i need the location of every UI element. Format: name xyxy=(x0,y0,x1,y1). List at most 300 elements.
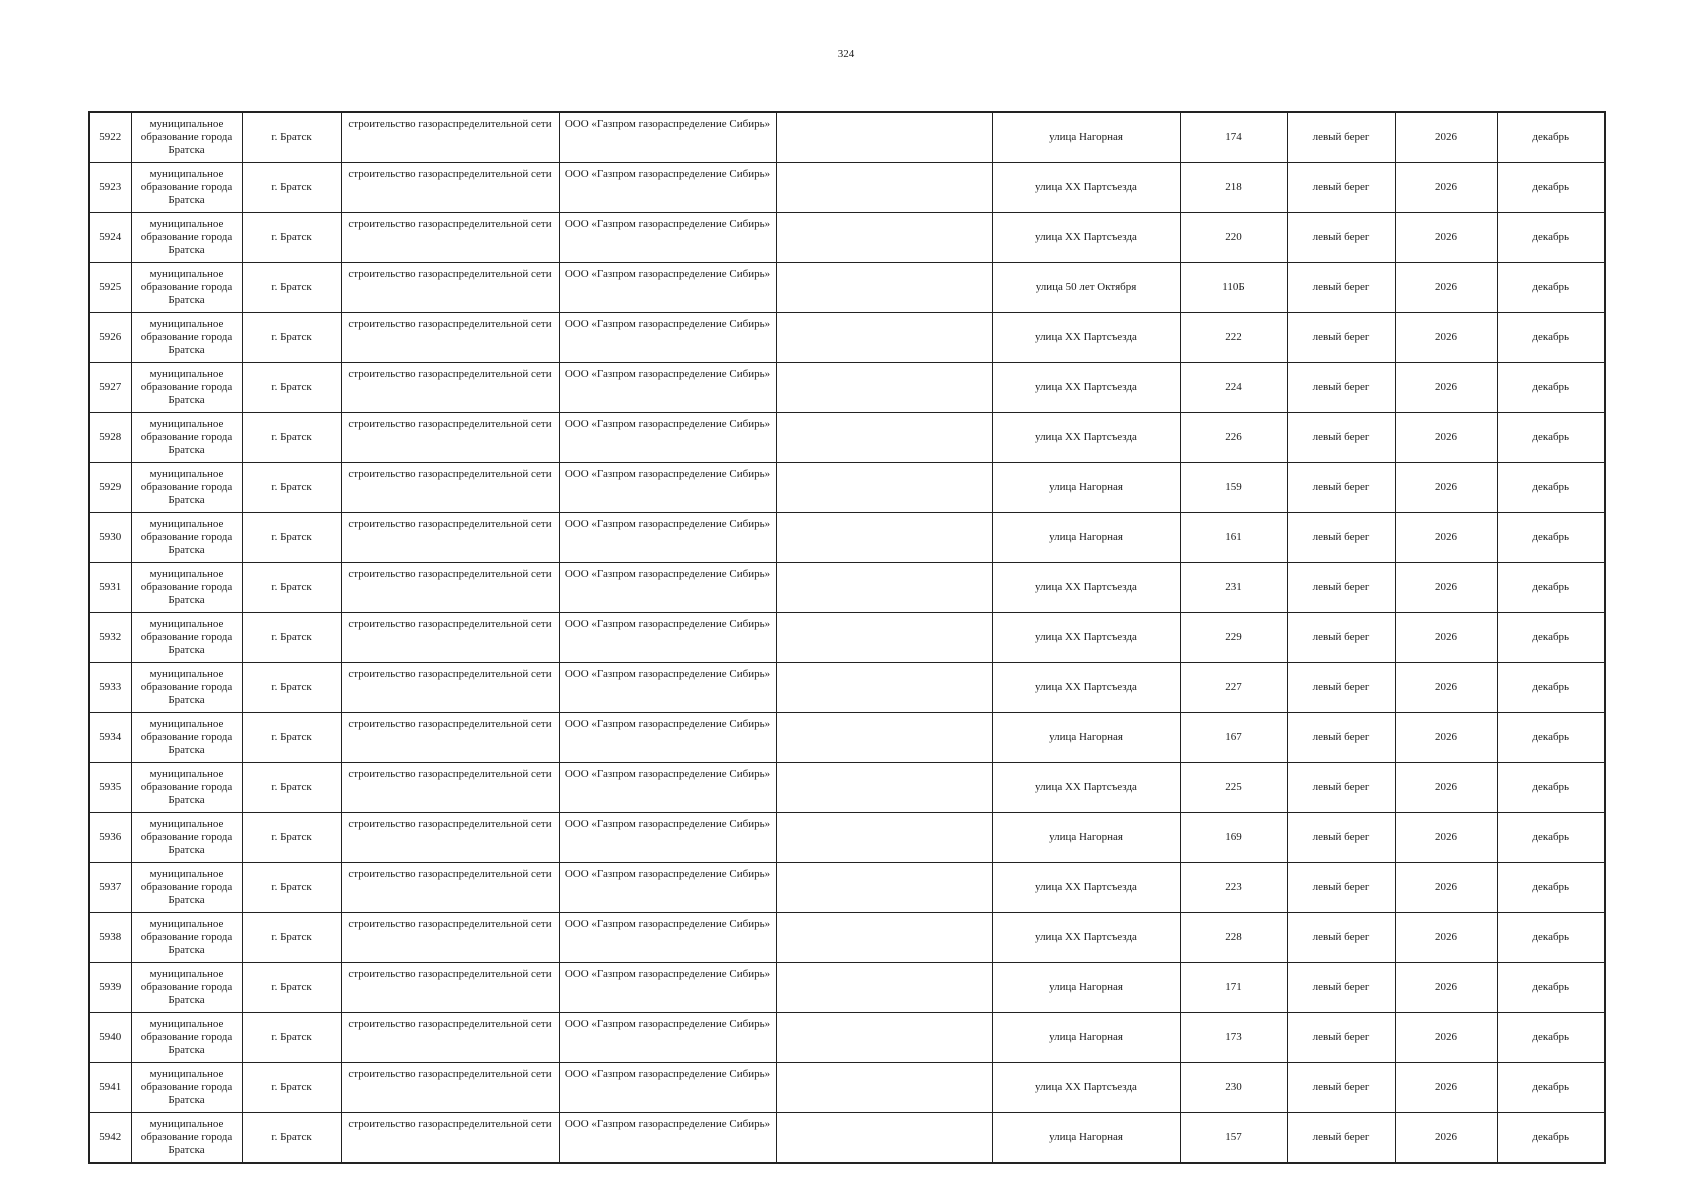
work-type-cell: строительство газораспределительной сети xyxy=(341,863,559,913)
street-cell: улица XX Партсъезда xyxy=(992,313,1180,363)
row-number-cell: 5925 xyxy=(89,263,131,313)
district-cell: левый берег xyxy=(1287,663,1395,713)
month-cell: декабрь xyxy=(1497,413,1605,463)
empty-cell xyxy=(776,313,992,363)
house-number-cell: 159 xyxy=(1180,463,1287,513)
municipality-line: Братска xyxy=(168,844,205,856)
municipality-line: образование города xyxy=(140,1131,233,1143)
settlement-cell: г. Братск xyxy=(242,213,341,263)
organization-cell: ООО «Газпром газораспределение Сибирь» xyxy=(559,363,776,413)
organization-cell: ООО «Газпром газораспределение Сибирь» xyxy=(559,413,776,463)
municipality-line: образование города xyxy=(140,131,233,143)
year-cell: 2026 xyxy=(1395,463,1497,513)
work-type-cell: строительство газораспределительной сети xyxy=(341,1113,559,1164)
municipality-line: образование города xyxy=(140,981,233,993)
organization-cell: ООО «Газпром газораспределение Сибирь» xyxy=(559,963,776,1013)
house-number-cell: 220 xyxy=(1180,213,1287,263)
municipality-line: Братска xyxy=(168,294,205,306)
municipality-cell xyxy=(131,513,242,563)
work-type-cell: строительство газораспределительной сети xyxy=(341,1013,559,1063)
work-type-cell: строительство газораспределительной сети xyxy=(341,463,559,513)
street-cell: улица Нагорная xyxy=(992,963,1180,1013)
municipality-line: образование города xyxy=(140,931,233,943)
settlement-cell: г. Братск xyxy=(242,563,341,613)
municipality-line: муниципальное xyxy=(149,268,224,280)
municipality-cell xyxy=(131,1013,242,1063)
street-cell: улица Нагорная xyxy=(992,1113,1180,1164)
empty-cell xyxy=(776,213,992,263)
month-cell: декабрь xyxy=(1497,663,1605,713)
work-type-cell: строительство газораспределительной сети xyxy=(341,513,559,563)
municipality-cell xyxy=(131,613,242,663)
street-cell: улица XX Партсъезда xyxy=(992,763,1180,813)
district-cell: левый берег xyxy=(1287,613,1395,663)
organization-cell: ООО «Газпром газораспределение Сибирь» xyxy=(559,1063,776,1113)
row-number-cell: 5929 xyxy=(89,463,131,513)
table-row xyxy=(89,613,1605,663)
year-cell: 2026 xyxy=(1395,563,1497,613)
month-cell: декабрь xyxy=(1497,363,1605,413)
house-number-cell: 169 xyxy=(1180,813,1287,863)
street-cell: улица Нагорная xyxy=(992,112,1180,163)
municipality-cell xyxy=(131,913,242,963)
district-cell: левый берег xyxy=(1287,1063,1395,1113)
organization-cell: ООО «Газпром газораспределение Сибирь» xyxy=(559,313,776,363)
street-cell: улица 50 лет Октября xyxy=(992,263,1180,313)
district-cell: левый берег xyxy=(1287,563,1395,613)
municipality-line: Братска xyxy=(168,794,205,806)
street-cell: улица Нагорная xyxy=(992,713,1180,763)
month-cell: декабрь xyxy=(1497,163,1605,213)
month-cell: декабрь xyxy=(1497,313,1605,363)
municipality-line: муниципальное xyxy=(149,168,224,180)
empty-cell xyxy=(776,463,992,513)
street-cell: улица XX Партсъезда xyxy=(992,563,1180,613)
municipality-line: образование города xyxy=(140,381,233,393)
municipality-line: муниципальное xyxy=(149,718,224,730)
table-row xyxy=(89,663,1605,713)
settlement-cell: г. Братск xyxy=(242,413,341,463)
work-type-cell: строительство газораспределительной сети xyxy=(341,363,559,413)
table-row xyxy=(89,1113,1605,1164)
municipality-cell xyxy=(131,112,242,163)
district-cell: левый берег xyxy=(1287,313,1395,363)
work-type-cell: строительство газораспределительной сети xyxy=(341,963,559,1013)
table-row xyxy=(89,1063,1605,1113)
street-cell: улица Нагорная xyxy=(992,1013,1180,1063)
month-cell: декабрь xyxy=(1497,763,1605,813)
district-cell: левый берег xyxy=(1287,1113,1395,1164)
month-cell: декабрь xyxy=(1497,913,1605,963)
street-cell: улица Нагорная xyxy=(992,513,1180,563)
district-cell: левый берег xyxy=(1287,112,1395,163)
year-cell: 2026 xyxy=(1395,1063,1497,1113)
empty-cell xyxy=(776,1113,992,1164)
district-cell: левый берег xyxy=(1287,513,1395,563)
work-type-cell: строительство газораспределительной сети xyxy=(341,713,559,763)
row-number-cell: 5936 xyxy=(89,813,131,863)
row-number-cell: 5924 xyxy=(89,213,131,263)
organization-cell: ООО «Газпром газораспределение Сибирь» xyxy=(559,763,776,813)
settlement-cell: г. Братск xyxy=(242,913,341,963)
row-number-cell: 5928 xyxy=(89,413,131,463)
row-number-cell: 5923 xyxy=(89,163,131,213)
row-number-cell: 5935 xyxy=(89,763,131,813)
district-cell: левый берег xyxy=(1287,863,1395,913)
municipality-line: Братска xyxy=(168,944,205,956)
municipality-line: муниципальное xyxy=(149,768,224,780)
work-type-cell: строительство газораспределительной сети xyxy=(341,1063,559,1113)
settlement-cell: г. Братск xyxy=(242,863,341,913)
municipality-line: Братска xyxy=(168,1094,205,1106)
municipality-line: муниципальное xyxy=(149,568,224,580)
municipality-line: муниципальное xyxy=(149,418,224,430)
empty-cell xyxy=(776,563,992,613)
organization-cell: ООО «Газпром газораспределение Сибирь» xyxy=(559,163,776,213)
municipality-line: муниципальное xyxy=(149,818,224,830)
empty-cell xyxy=(776,112,992,163)
settlement-cell: г. Братск xyxy=(242,363,341,413)
row-number-cell: 5932 xyxy=(89,613,131,663)
row-number-cell: 5938 xyxy=(89,913,131,963)
month-cell: декабрь xyxy=(1497,463,1605,513)
house-number-cell: 224 xyxy=(1180,363,1287,413)
municipality-line: образование города xyxy=(140,1031,233,1043)
municipality-line: муниципальное xyxy=(149,618,224,630)
house-number-cell: 225 xyxy=(1180,763,1287,813)
street-cell: улица XX Партсъезда xyxy=(992,613,1180,663)
year-cell: 2026 xyxy=(1395,413,1497,463)
house-number-cell: 157 xyxy=(1180,1113,1287,1164)
municipality-cell xyxy=(131,813,242,863)
house-number-cell: 110Б xyxy=(1180,263,1287,313)
year-cell: 2026 xyxy=(1395,913,1497,963)
work-type-cell: строительство газораспределительной сети xyxy=(341,563,559,613)
month-cell: декабрь xyxy=(1497,563,1605,613)
district-cell: левый берег xyxy=(1287,963,1395,1013)
year-cell: 2026 xyxy=(1395,663,1497,713)
settlement-cell: г. Братск xyxy=(242,713,341,763)
house-number-cell: 173 xyxy=(1180,1013,1287,1063)
municipality-line: муниципальное xyxy=(149,518,224,530)
house-number-cell: 167 xyxy=(1180,713,1287,763)
municipality-line: Братска xyxy=(168,194,205,206)
organization-cell: ООО «Газпром газораспределение Сибирь» xyxy=(559,863,776,913)
settlement-cell: г. Братск xyxy=(242,1013,341,1063)
year-cell: 2026 xyxy=(1395,1113,1497,1164)
organization-cell: ООО «Газпром газораспределение Сибирь» xyxy=(559,1013,776,1063)
municipality-line: муниципальное xyxy=(149,1018,224,1030)
table-row xyxy=(89,863,1605,913)
row-number-cell: 5927 xyxy=(89,363,131,413)
work-type-cell: строительство газораспределительной сети xyxy=(341,663,559,713)
district-cell: левый берег xyxy=(1287,413,1395,463)
year-cell: 2026 xyxy=(1395,112,1497,163)
row-number-cell: 5937 xyxy=(89,863,131,913)
empty-cell xyxy=(776,363,992,413)
district-cell: левый берег xyxy=(1287,763,1395,813)
row-number-cell: 5926 xyxy=(89,313,131,363)
street-cell: улица XX Партсъезда xyxy=(992,413,1180,463)
empty-cell xyxy=(776,863,992,913)
municipality-line: Братска xyxy=(168,644,205,656)
year-cell: 2026 xyxy=(1395,813,1497,863)
municipality-cell xyxy=(131,313,242,363)
municipality-line: муниципальное xyxy=(149,1068,224,1080)
municipality-line: образование города xyxy=(140,881,233,893)
municipality-line: муниципальное xyxy=(149,968,224,980)
settlement-cell: г. Братск xyxy=(242,813,341,863)
table-row xyxy=(89,213,1605,263)
municipality-line: образование города xyxy=(140,481,233,493)
district-cell: левый берег xyxy=(1287,463,1395,513)
municipality-line: Братска xyxy=(168,394,205,406)
row-number-cell: 5942 xyxy=(89,1113,131,1164)
municipality-line: образование города xyxy=(140,331,233,343)
page-number: 324 xyxy=(837,48,855,60)
district-cell: левый берег xyxy=(1287,163,1395,213)
empty-cell xyxy=(776,413,992,463)
district-cell: левый берег xyxy=(1287,1013,1395,1063)
municipality-cell xyxy=(131,563,242,613)
year-cell: 2026 xyxy=(1395,763,1497,813)
year-cell: 2026 xyxy=(1395,713,1497,763)
empty-cell xyxy=(776,163,992,213)
municipality-line: образование города xyxy=(140,1081,233,1093)
settlement-cell: г. Братск xyxy=(242,313,341,363)
municipality-line: образование города xyxy=(140,781,233,793)
month-cell: декабрь xyxy=(1497,1113,1605,1164)
table-row xyxy=(89,563,1605,613)
work-type-cell: строительство газораспределительной сети xyxy=(341,913,559,963)
table-row xyxy=(89,313,1605,363)
street-cell: улица XX Партсъезда xyxy=(992,913,1180,963)
house-number-cell: 218 xyxy=(1180,163,1287,213)
municipality-cell xyxy=(131,663,242,713)
month-cell: декабрь xyxy=(1497,213,1605,263)
municipality-line: образование города xyxy=(140,181,233,193)
month-cell: декабрь xyxy=(1497,1013,1605,1063)
municipality-line: образование города xyxy=(140,581,233,593)
organization-cell: ООО «Газпром газораспределение Сибирь» xyxy=(559,463,776,513)
work-type-cell: строительство газораспределительной сети xyxy=(341,112,559,163)
organization-cell: ООО «Газпром газораспределение Сибирь» xyxy=(559,213,776,263)
municipality-cell xyxy=(131,1063,242,1113)
empty-cell xyxy=(776,1013,992,1063)
settlement-cell: г. Братск xyxy=(242,513,341,563)
municipality-line: образование города xyxy=(140,731,233,743)
municipality-cell xyxy=(131,763,242,813)
municipality-line: образование города xyxy=(140,831,233,843)
house-number-cell: 161 xyxy=(1180,513,1287,563)
house-number-cell: 222 xyxy=(1180,313,1287,363)
organization-cell: ООО «Газпром газораспределение Сибирь» xyxy=(559,1113,776,1164)
municipality-line: муниципальное xyxy=(149,918,224,930)
house-number-cell: 227 xyxy=(1180,663,1287,713)
municipality-cell xyxy=(131,463,242,513)
organization-cell: ООО «Газпром газораспределение Сибирь» xyxy=(559,613,776,663)
district-cell: левый берег xyxy=(1287,263,1395,313)
row-number-cell: 5933 xyxy=(89,663,131,713)
municipality-line: муниципальное xyxy=(149,118,224,130)
row-number-cell: 5931 xyxy=(89,563,131,613)
organization-cell: ООО «Газпром газораспределение Сибирь» xyxy=(559,663,776,713)
municipality-line: Братска xyxy=(168,144,205,156)
municipality-cell xyxy=(131,413,242,463)
municipality-line: Братска xyxy=(168,1144,205,1156)
settlement-cell: г. Братск xyxy=(242,763,341,813)
municipality-cell xyxy=(131,963,242,1013)
house-number-cell: 174 xyxy=(1180,112,1287,163)
year-cell: 2026 xyxy=(1395,163,1497,213)
settlement-cell: г. Братск xyxy=(242,1063,341,1113)
month-cell: декабрь xyxy=(1497,263,1605,313)
municipality-cell xyxy=(131,713,242,763)
district-cell: левый берег xyxy=(1287,213,1395,263)
month-cell: декабрь xyxy=(1497,863,1605,913)
year-cell: 2026 xyxy=(1395,213,1497,263)
row-number-cell: 5930 xyxy=(89,513,131,563)
municipality-line: образование города xyxy=(140,681,233,693)
row-number-cell: 5940 xyxy=(89,1013,131,1063)
work-type-cell: строительство газораспределительной сети xyxy=(341,163,559,213)
year-cell: 2026 xyxy=(1395,363,1497,413)
year-cell: 2026 xyxy=(1395,863,1497,913)
organization-cell: ООО «Газпром газораспределение Сибирь» xyxy=(559,263,776,313)
empty-cell xyxy=(776,263,992,313)
municipality-line: Братска xyxy=(168,594,205,606)
street-cell: улица Нагорная xyxy=(992,813,1180,863)
registry-table xyxy=(88,111,1606,1164)
table-row xyxy=(89,112,1605,163)
empty-cell xyxy=(776,963,992,1013)
municipality-line: образование города xyxy=(140,531,233,543)
organization-cell: ООО «Газпром газораспределение Сибирь» xyxy=(559,112,776,163)
street-cell: улица XX Партсъезда xyxy=(992,1063,1180,1113)
work-type-cell: строительство газораспределительной сети xyxy=(341,763,559,813)
month-cell: декабрь xyxy=(1497,963,1605,1013)
municipality-line: муниципальное xyxy=(149,318,224,330)
municipality-line: Братска xyxy=(168,444,205,456)
settlement-cell: г. Братск xyxy=(242,263,341,313)
work-type-cell: строительство газораспределительной сети xyxy=(341,263,559,313)
table-row xyxy=(89,463,1605,513)
street-cell: улица XX Партсъезда xyxy=(992,213,1180,263)
municipality-line: Братска xyxy=(168,244,205,256)
municipality-line: Братска xyxy=(168,744,205,756)
municipality-line: Братска xyxy=(168,994,205,1006)
street-cell: улица XX Партсъезда xyxy=(992,663,1180,713)
table-row xyxy=(89,913,1605,963)
empty-cell xyxy=(776,763,992,813)
work-type-cell: строительство газораспределительной сети xyxy=(341,313,559,363)
row-number-cell: 5934 xyxy=(89,713,131,763)
organization-cell: ООО «Газпром газораспределение Сибирь» xyxy=(559,913,776,963)
settlement-cell: г. Братск xyxy=(242,613,341,663)
row-number-cell: 5939 xyxy=(89,963,131,1013)
municipality-line: Братска xyxy=(168,894,205,906)
settlement-cell: г. Братск xyxy=(242,163,341,213)
municipality-line: образование города xyxy=(140,231,233,243)
month-cell: декабрь xyxy=(1497,813,1605,863)
municipality-cell xyxy=(131,363,242,413)
empty-cell xyxy=(776,513,992,563)
work-type-cell: строительство газораспределительной сети xyxy=(341,613,559,663)
month-cell: декабрь xyxy=(1497,613,1605,663)
municipality-cell xyxy=(131,1113,242,1164)
work-type-cell: строительство газораспределительной сети xyxy=(341,413,559,463)
organization-cell: ООО «Газпром газораспределение Сибирь» xyxy=(559,713,776,763)
table-row xyxy=(89,1013,1605,1063)
table-row xyxy=(89,363,1605,413)
organization-cell: ООО «Газпром газораспределение Сибирь» xyxy=(559,513,776,563)
year-cell: 2026 xyxy=(1395,613,1497,663)
municipality-line: муниципальное xyxy=(149,468,224,480)
month-cell: декабрь xyxy=(1497,1063,1605,1113)
table-row xyxy=(89,163,1605,213)
settlement-cell: г. Братск xyxy=(242,1113,341,1164)
organization-cell: ООО «Газпром газораспределение Сибирь» xyxy=(559,813,776,863)
year-cell: 2026 xyxy=(1395,1013,1497,1063)
empty-cell xyxy=(776,813,992,863)
table-row xyxy=(89,513,1605,563)
municipality-line: муниципальное xyxy=(149,368,224,380)
house-number-cell: 226 xyxy=(1180,413,1287,463)
year-cell: 2026 xyxy=(1395,263,1497,313)
month-cell: декабрь xyxy=(1497,513,1605,563)
municipality-line: муниципальное xyxy=(149,868,224,880)
row-number-cell: 5941 xyxy=(89,1063,131,1113)
registry-body xyxy=(89,112,1605,1163)
house-number-cell: 228 xyxy=(1180,913,1287,963)
municipality-line: Братска xyxy=(168,694,205,706)
month-cell: декабрь xyxy=(1497,112,1605,163)
table-row xyxy=(89,713,1605,763)
empty-cell xyxy=(776,1063,992,1113)
year-cell: 2026 xyxy=(1395,313,1497,363)
settlement-cell: г. Братск xyxy=(242,663,341,713)
organization-cell: ООО «Газпром газораспределение Сибирь» xyxy=(559,563,776,613)
street-cell: улица XX Партсъезда xyxy=(992,363,1180,413)
empty-cell xyxy=(776,613,992,663)
municipality-cell xyxy=(131,863,242,913)
municipality-line: образование города xyxy=(140,281,233,293)
municipality-cell xyxy=(131,213,242,263)
settlement-cell: г. Братск xyxy=(242,963,341,1013)
empty-cell xyxy=(776,713,992,763)
municipality-cell xyxy=(131,263,242,313)
settlement-cell: г. Братск xyxy=(242,112,341,163)
district-cell: левый берег xyxy=(1287,813,1395,863)
month-cell: декабрь xyxy=(1497,713,1605,763)
municipality-line: Братска xyxy=(168,344,205,356)
municipality-line: муниципальное xyxy=(149,668,224,680)
district-cell: левый берег xyxy=(1287,913,1395,963)
empty-cell xyxy=(776,663,992,713)
municipality-cell xyxy=(131,163,242,213)
settlement-cell: г. Братск xyxy=(242,463,341,513)
municipality-line: Братска xyxy=(168,494,205,506)
municipality-line: муниципальное xyxy=(149,1118,224,1130)
row-number-cell: 5922 xyxy=(89,112,131,163)
table-row xyxy=(89,813,1605,863)
year-cell: 2026 xyxy=(1395,513,1497,563)
work-type-cell: строительство газораспределительной сети xyxy=(341,813,559,863)
municipality-line: муниципальное xyxy=(149,218,224,230)
municipality-line: образование города xyxy=(140,431,233,443)
municipality-line: Братска xyxy=(168,1044,205,1056)
house-number-cell: 231 xyxy=(1180,563,1287,613)
